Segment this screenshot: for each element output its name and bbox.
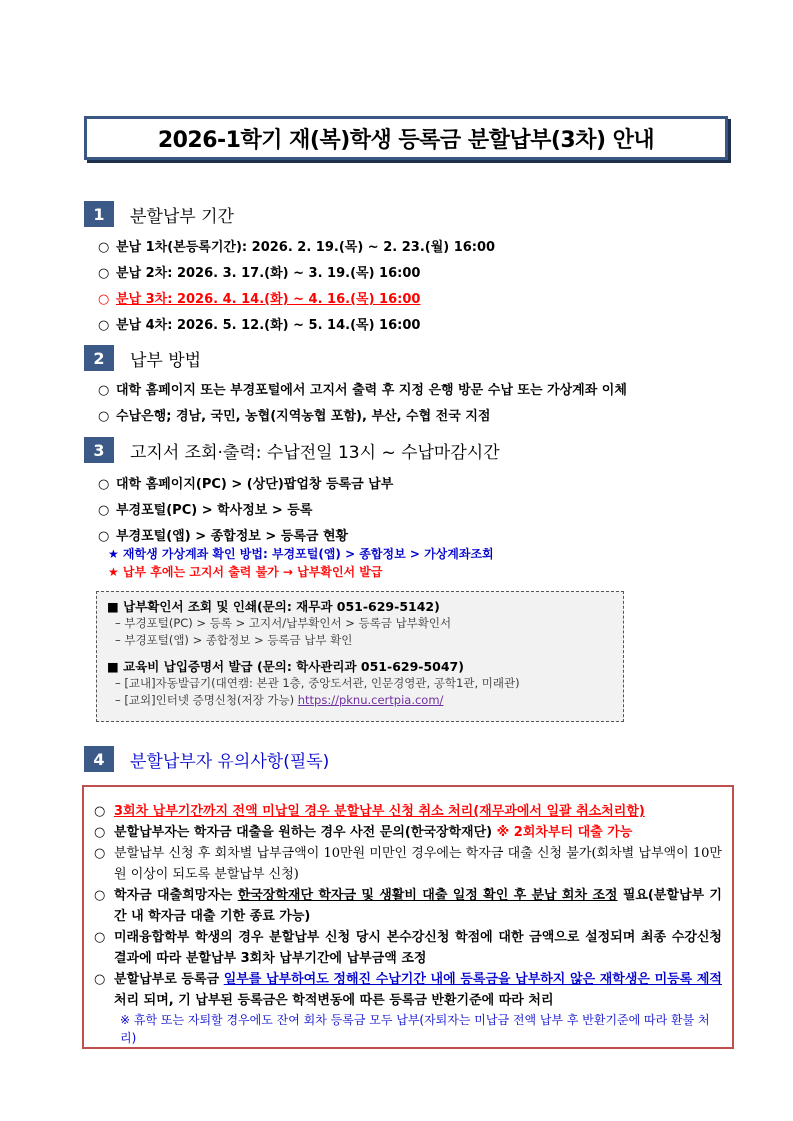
- withdrawal-note: ※ 휴학 또는 자퇴할 경우에도 잔여 회차 등록금 모두 납부(자퇴자는 미납금 전액 납부 후 반환기준에 따라 환불 처리): [120, 1013, 710, 1045]
- star-notes: [108, 545, 494, 581]
- section-number: 1: [84, 201, 114, 227]
- method-list: [98, 378, 627, 430]
- section-2-header: [84, 345, 201, 371]
- certificate-heading: ■ 교육비 납입증명서 발급 (문의: 학사관리과 051-629-5047): [107, 659, 464, 674]
- list-item: ○ 수납은행; 경남, 국민, 농협(지역농협 포함), 부산, 수협 전국 지점: [98, 409, 491, 424]
- inquiry-list: [98, 472, 393, 550]
- list-item: ○ 분납 4차: 2026. 5. 12.(화) ~ 5. 14.(목) 16:00: [98, 318, 421, 333]
- star-note: ★ 납부 후에는 고지서 출력 불가 → 납부확인서 발급: [108, 565, 383, 579]
- list-item: ○ 분납 2차: 2026. 3. 17.(화) ~ 3. 19.(목) 16:00: [98, 266, 421, 281]
- page-title-box: [84, 116, 728, 160]
- section-number: 4: [84, 746, 114, 772]
- notice-item: ○ 학자금 대출희망자는 한국장학재단 학자금 및 생활비 대출 일정 확인 후 분납 회차 조정 필요(분할납부 기간 내 학자금 대출 기한 종료 가능): [94, 888, 722, 924]
- section-3-header: [84, 437, 500, 463]
- notice-item: ○ 3회차 납부기간까지 전액 미납일 경우 분할납부 신청 취소 처리(재무과에서 일괄 취소처리함): [94, 804, 645, 819]
- list-item: ○ 분납 1차(본등록기간): 2026. 2. 19.(목) ~ 2. 23.(월) 16:00: [98, 240, 496, 255]
- notice-item: ○ 분할납부로 등록금 일부를 납부하여도 정해진 수납기간 내에 등록금을 납부하지 않은 재학생은 미등록 제적처리 되며, 기 납부된 등록금은 학적변동에 따른 등록금 반환기준에 따라 처리: [94, 972, 722, 1008]
- section-1-header: [84, 201, 234, 227]
- section-title: 분할납부자 유의사항(필독): [130, 751, 330, 772]
- star-note: ★ 재학생 가상계좌 확인 방법: 부경포털(앱) > 종합정보 > 가상계좌조회: [108, 547, 494, 561]
- receipt-heading: ■ 납부확인서 조회 및 인쇄(문의: 재무과 051-629-5142): [107, 599, 440, 614]
- notice-item: ○ 분할납부 신청 후 회차별 납부금액이 10만원 미만인 경우에는 학자금 대출 신청 불가(회차별 납부액이 10만원 이상이 되도록 분할납부 신청): [94, 846, 722, 882]
- list-item: ○ 대학 홈페이지(PC) > (상단)팝업창 등록금 납부: [98, 477, 394, 492]
- list-item: ○ 부경포털(PC) > 학사정보 > 등록: [98, 503, 313, 518]
- section-number: 2: [84, 345, 114, 371]
- receipt-item: – 부경포털(앱) > 종합정보 > 등록금 납부 확인: [115, 633, 353, 647]
- list-item: ○ 대학 홈페이지 또는 부경포털에서 고지서 출력 후 지정 은행 방문 수납 또는 가상계좌 이체: [98, 383, 627, 398]
- section-4-header: [84, 746, 329, 772]
- list-item: ○ 부경포털(앱) > 종합정보 > 등록금 현황: [98, 529, 349, 544]
- section-number: 3: [84, 437, 114, 463]
- section-title: 분할납부 기간: [130, 206, 234, 227]
- notice-item: ○ 미래융합학부 학생의 경우 분할납부 신청 당시 본수강신청 학점에 대한 금액으로 설정되며 최종 수강신청 결과에 따라 분할납부 3회차 납부기간에 납부금액 조정: [94, 930, 722, 966]
- notice-item: ○ 분할납부자는 학자금 대출을 원하는 경우 사전 문의(한국장학재단) ※ 2회차부터 대출 가능: [94, 825, 633, 840]
- certpia-link[interactable]: https://pknu.certpia.com/: [297, 693, 444, 707]
- period-list: [98, 235, 495, 339]
- notice-box: [82, 785, 734, 1049]
- page-title: 2026-1학기 재(복)학생 등록금 분할납부(3차) 안내: [157, 127, 655, 153]
- receipt-item: – 부경포털(PC) > 등록 > 고지서/납부확인서 > 등록금 납부확인서: [115, 616, 452, 630]
- section-title: 고지서 조회·출력: 수납전일 13시 ~ 수납마감시간: [130, 442, 500, 463]
- certificate-item: – [교외]인터넷 증명신청(저장 가능) https://pknu.certpia.com/: [115, 693, 444, 707]
- list-item-highlight: ○ 분납 3차: 2026. 4. 14.(화) ~ 4. 16.(목) 16:00: [98, 292, 421, 307]
- certificate-item: – [교내]자동발급기(대연캠: 본관 1층, 중앙도서관, 인문경영관, 공학1관, 미래관): [115, 676, 520, 690]
- section-title: 납부 방법: [130, 350, 202, 371]
- certificate-info-box: [96, 591, 624, 722]
